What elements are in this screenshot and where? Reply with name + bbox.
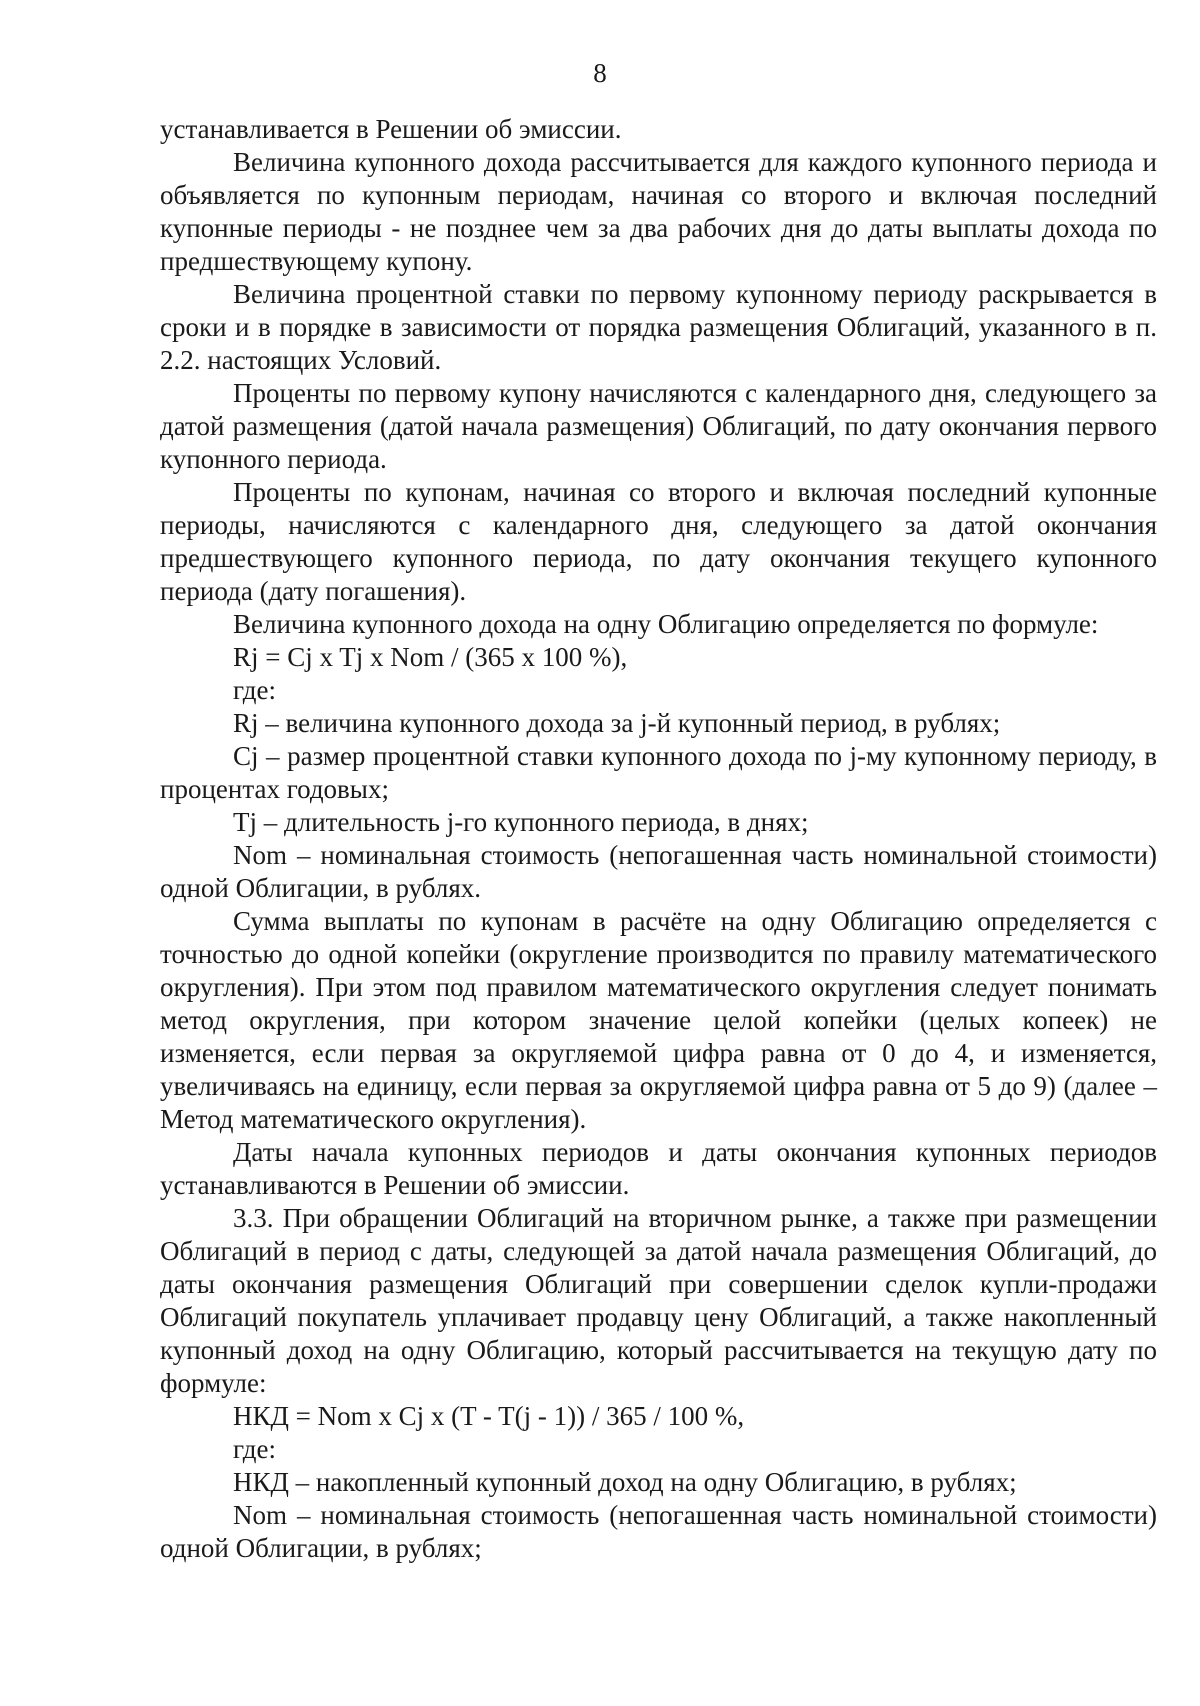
formula-definition: Tj – длительность j-го купонного периода, в днях; [233, 807, 809, 837]
where-label: где: [233, 1434, 276, 1464]
paragraph: Величина купонного дохода рассчитывается для каждого купонного периода и объявляется по купонным периодам, начиная со второго и включая последний купонные периоды - не позднее чем за два рабочих дня до даты выплаты дохода по предшествующему купону. [160, 147, 1157, 276]
coupon-income-formula: Rj = Cj x Tj x Nom / (365 x 100 %), [233, 642, 628, 672]
paragraph: Величина процентной ставки по первому купонному периоду раскрывается в сроки и в порядке в зависимости от порядка размещения Облигаций, указанного в п. 2.2. настоящих Условий. [160, 279, 1157, 375]
formula-definition: НКД – накопленный купонный доход на одну Облигацию, в рублях; [233, 1467, 1017, 1497]
where-label: где: [233, 675, 276, 705]
formula-definition: Nom – номинальная стоимость (непогашенная часть номинальной стоимости) одной Облигации, в рублях. [160, 840, 1157, 903]
paragraph: Даты начала купонных периодов и даты окончания купонных периодов устанавливаются в Решении об эмиссии. [160, 1137, 1157, 1200]
formula-definition: Nom – номинальная стоимость (непогашенная часть номинальной стоимости) одной Облигации, в рублях; [160, 1500, 1157, 1563]
paragraph: устанавливается в Решении об эмиссии. [160, 114, 622, 144]
document-body [160, 113, 1157, 1565]
accrued-income-formula: НКД = Nom x Cj x (T - T(j - 1)) / 365 / 100 %, [233, 1401, 745, 1431]
formula-definition: Cj – размер процентной ставки купонного дохода по j-му купонному периоду, в процентах годовых; [160, 741, 1157, 804]
paragraph: Проценты по купонам, начиная со второго и включая последний купонные периоды, начисляются с календарного дня, следующего за датой окончания предшествующего купонного периода, по дату окончания текущего купонного периода (дату погашения). [160, 477, 1157, 606]
paragraph: Сумма выплаты по купонам в расчёте на одну Облигацию определяется с точностью до одной копейки (округление производится по правилу математического округления). При этом под правилом математического округления следует понимать метод округления, при котором значение целой копейки (целых копеек) не изменяется, если первая за округляемой цифра равна от 0 до 4, и изменяется, увеличиваясь на единицу, если первая за округляемой цифра равна от 5 до 9) (далее – Метод математического округления). [160, 906, 1157, 1134]
paragraph: Проценты по первому купону начисляются с календарного дня, следующего за датой размещения (датой начала размещения) Облигаций, по дату окончания первого купонного периода. [160, 378, 1157, 474]
page-number: 8 [593, 58, 607, 88]
section-3-3-paragraph: 3.3. При обращении Облигаций на вторичном рынке, а также при размещении Облигаций в период с даты, следующей за датой начала размещения Облигаций, до даты окончания размещения Облигаций при совершении сделок купли-продажи Облигаций покупатель уплачивает продавцу цену Облигаций, а также накопленный купонный доход на одну Облигацию, который рассчитывается на текущую дату по формуле: [160, 1203, 1157, 1398]
formula-definition: Rj – величина купонного дохода за j-й купонный период, в рублях; [233, 708, 1001, 738]
paragraph: Величина купонного дохода на одну Облигацию определяется по формуле: [233, 609, 1099, 639]
